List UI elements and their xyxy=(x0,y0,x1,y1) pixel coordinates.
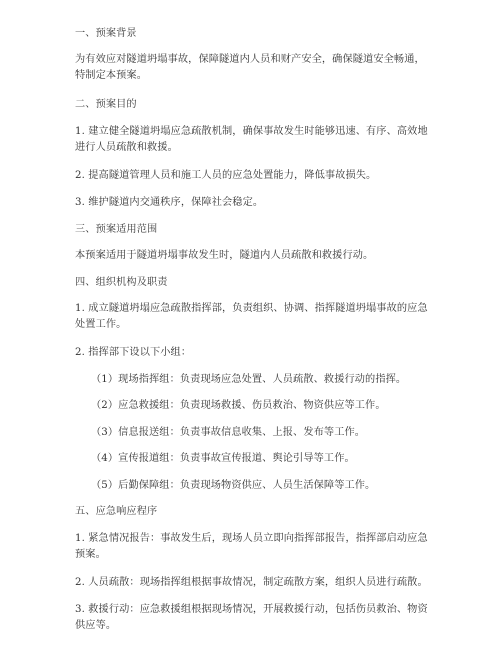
section-heading-purpose: 二、预案目的 xyxy=(75,99,137,110)
organization-subitem-3: （3）信息报送组：负责事故信息收集、上报、发布等工作。 xyxy=(91,427,366,438)
section-heading-response: 五、应急响应程序 xyxy=(75,506,158,517)
section-heading-organization: 四、组织机构及职责 xyxy=(75,277,168,288)
purpose-item-3: 3. 维护隧道内交通秩序，保障社会稳定。 xyxy=(75,197,264,208)
organization-subitem-5: （5）后勤保障组：负责现场物资供应、人员生活保障等工作。 xyxy=(91,480,376,491)
organization-subitem-1: （1）现场指挥组：负责现场应急处置、人员疏散、救援行动的指挥。 xyxy=(91,374,407,385)
purpose-item-1: 1. 建立健全隧道坍塌应急疏散机制，确保事故发生时能够迅速、有序、高效地进行人员疏散和救援。 xyxy=(75,126,428,153)
response-item-2: 2. 人员疏散：现场指挥组根据事故情况，制定疏散方案，组织人员进行疏散。 xyxy=(75,577,428,588)
paragraph-background: 为有效应对隧道坍塌事故，保障隧道内人员和财产安全，确保隧道安全畅通，特制定本预案。 xyxy=(75,54,425,81)
organization-subitem-2: （2）应急救援组：负责现场救援、伤员救治、物资供应等工作。 xyxy=(91,400,386,411)
paragraph-scope: 本预案适用于隧道坍塌事故发生时，隧道内人员疏散和救援行动。 xyxy=(75,250,374,261)
organization-subitem-4: （4）宣传报道组：负责事故宣传报道、舆论引导等工作。 xyxy=(91,453,355,464)
organization-item-1: 1. 成立隧道坍塌应急疏散指挥部，负责组织、协调、指挥隧道坍塌事故的应急处置工作。 xyxy=(75,303,428,330)
purpose-item-2: 2. 提高隧道管理人员和施工人员的应急处置能力，降低事故损失。 xyxy=(75,170,377,181)
section-heading-scope: 三、预案适用范围 xyxy=(75,224,158,235)
response-item-1: 1. 紧急情况报告：事故发生后，现场人员立即向指挥部报告，指挥部启动应急预案。 xyxy=(75,533,428,560)
section-heading-background: 一、预案背景 xyxy=(75,28,137,39)
response-item-3: 3. 救援行动：应急救援组根据现场情况，开展救援行动，包括伤员救治、物资供应等。 xyxy=(75,604,428,631)
organization-item-2: 2. 指挥部下设以下小组： xyxy=(75,347,192,358)
